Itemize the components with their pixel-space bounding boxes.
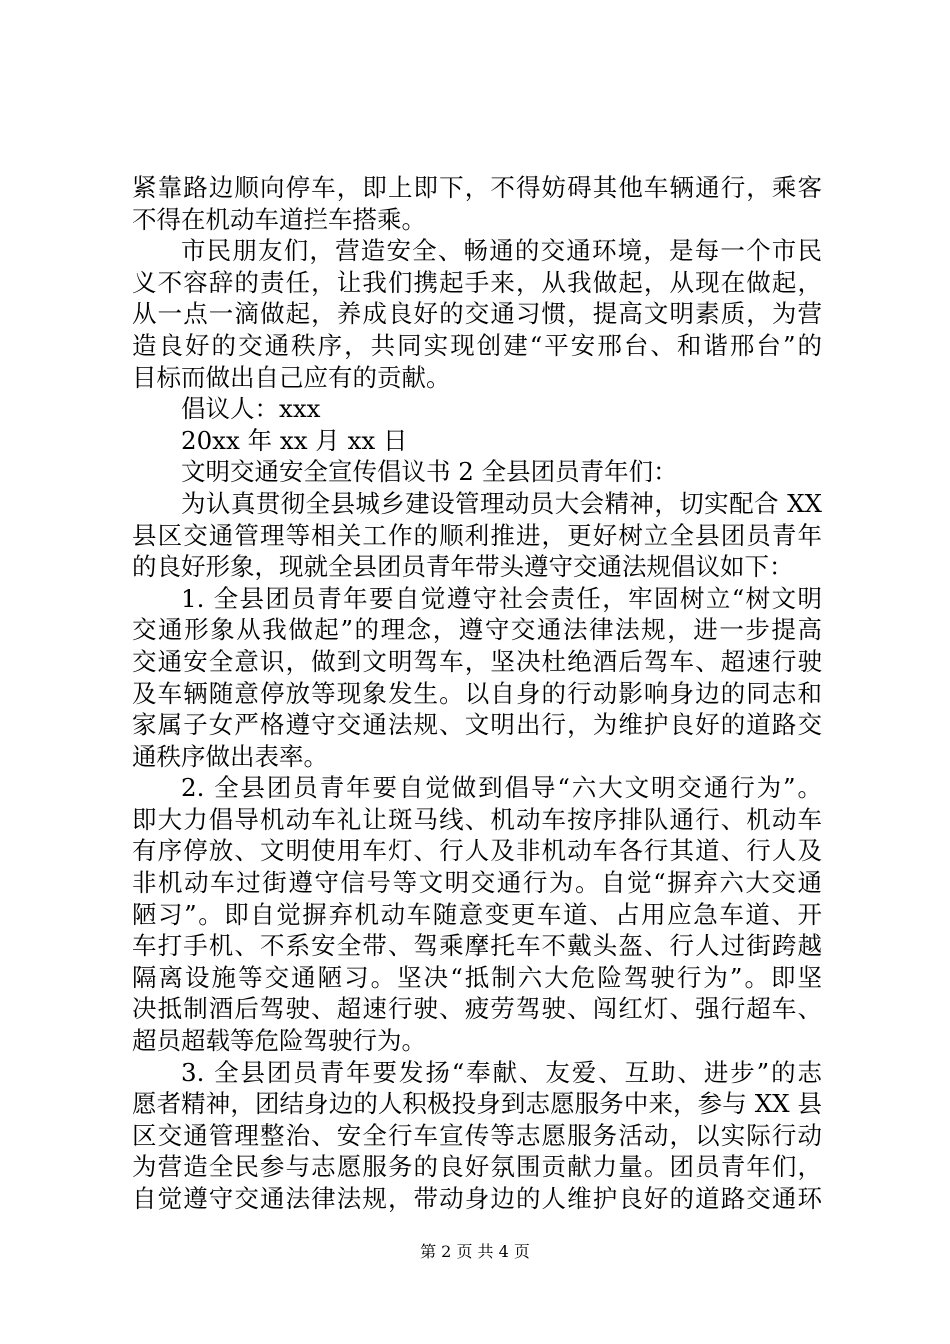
text-line: 自觉遵守交通法律法规，带动身边的人维护良好的道路交通环 — [132, 1184, 822, 1213]
text-line: 文明交通安全宣传倡议书 2 全县团员青年们： — [181, 457, 678, 487]
text-line: 1. 全县团员青年要自觉遵守社会责任，牢固树立“树文明 — [181, 583, 822, 613]
text-line: 为营造全民参与志愿服务的良好氛围贡献力量。团员青年们， — [132, 1152, 822, 1182]
text-line: 即大力倡导机动车礼让斑马线、机动车按序排队通行、机动车 — [132, 804, 822, 834]
text-line: 愿者精神，团结身边的人积极投身到志愿服务中来，参与 XX 县 — [132, 1089, 822, 1119]
document-body — [132, 172, 822, 1215]
text-line: 紧靠路边顺向停车，即上即下，不得妨碍其他车辆通行，乘客 — [132, 173, 822, 202]
text-line: 非机动车过街遵守信号等文明交通行为。自觉“摒弃六大交通 — [132, 868, 822, 898]
text-line: 3. 全县团员青年要发扬“奉献、友爱、互助、进步”的志 — [181, 1057, 822, 1087]
text-line: 家属子女严格遵守交通法规、文明出行，为维护良好的道路交 — [132, 710, 822, 740]
text-line: 2. 全县团员青年要自觉做到倡导“六大文明交通行为”。 — [181, 773, 822, 803]
text-line: 隔离设施等交通陋习。坚决“抵制六大危险驾驶行为”。即坚 — [132, 962, 822, 992]
text-line: 从一点一滴做起，养成良好的交通习惯，提高文明素质，为营 — [132, 299, 822, 329]
text-line: 倡议人：xxx — [181, 394, 321, 424]
text-line: 20xx 年 xx 月 xx 日 — [181, 425, 408, 455]
text-line: 陋习”。即自觉摒弃机动车随意变更车道、占用应急车道、开 — [132, 899, 822, 929]
page-footer: 第 2 页 共 4 页 — [420, 1242, 530, 1261]
text-line: 区交通管理整治、安全行车宣传等志愿服务活动，以实际行动 — [132, 1120, 822, 1150]
text-line: 县区交通管理等相关工作的顺利推进，更好树立全县团员青年 — [132, 520, 822, 550]
text-line: 义不容辞的责任，让我们携起手来，从我做起，从现在做起， — [132, 267, 822, 297]
text-line: 车打手机、不系安全带、驾乘摩托车不戴头盔、行人过街跨越 — [132, 931, 822, 961]
text-line: 市民朋友们，营造安全、畅通的交通环境，是每一个市民 — [181, 236, 822, 266]
text-line: 目标而做出自己应有的贡献。 — [132, 362, 451, 392]
text-line: 交通形象从我做起”的理念，遵守交通法律法规，进一步提高 — [132, 615, 822, 645]
text-line: 及车辆随意停放等现象发生。以自身的行动影响身边的同志和 — [132, 678, 822, 708]
text-line: 不得在机动车道拦车搭乘。 — [132, 204, 426, 234]
text-line: 超员超载等危险驾驶行为。 — [132, 1026, 426, 1056]
text-line: 的良好形象，现就全县团员青年带头遵守交通法规倡议如下： — [132, 552, 794, 582]
text-line: 决抵制酒后驾驶、超速行驶、疲劳驾驶、闯红灯、强行超车、 — [132, 994, 822, 1024]
text-line: 交通安全意识，做到文明驾车，坚决杜绝酒后驾车、超速行驶 — [132, 646, 822, 676]
text-line: 有序停放、文明使用车灯、行人及非机动车各行其道、行人及 — [132, 836, 822, 866]
text-line: 造良好的交通秩序，共同实现创建“平安邢台、和谐邢台”的 — [132, 330, 822, 360]
text-line: 通秩序做出表率。 — [132, 741, 328, 771]
text-line: 为认真贯彻全县城乡建设管理动员大会精神，切实配合 XX — [181, 488, 822, 518]
